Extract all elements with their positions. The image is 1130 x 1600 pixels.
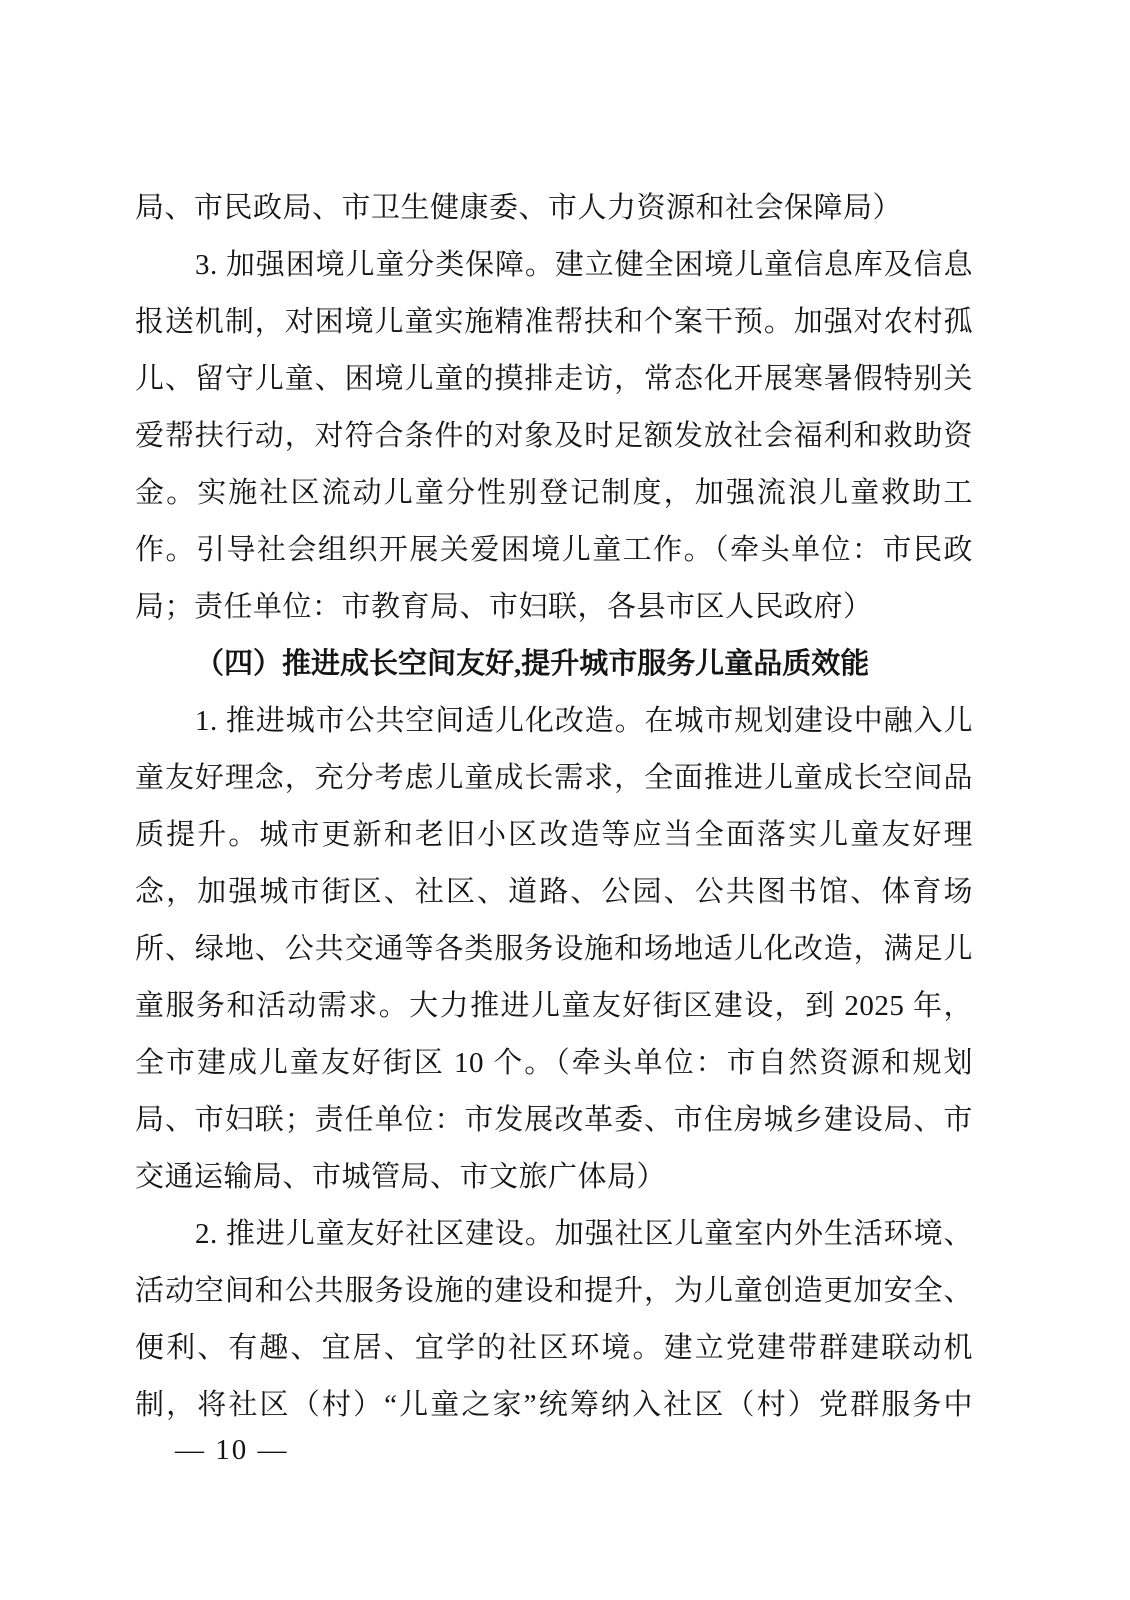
document-body — [135, 180, 973, 1434]
text-line: 便利、有趣、宜居、宜学的社区环境。建立党建带群建联动机 — [135, 1332, 973, 1364]
text-line: （四）推进成长空间友好,提升城市服务儿童品质效能 — [195, 648, 870, 680]
text-line: 念，加强城市街区、社区、道路、公园、公共图书馆、体育场 — [135, 876, 973, 908]
text-line: 报送机制，对困境儿童实施精准帮扶和个案干预。加强对农村孤 — [135, 306, 973, 338]
text-line: 所、绿地、公共交通等各类服务设施和场地适儿化改造，满足儿 — [135, 933, 973, 965]
text-line: 质提升。城市更新和老旧小区改造等应当全面落实儿童友好理 — [135, 819, 973, 851]
text-line: 儿、留守儿童、困境儿童的摸排走访，常态化开展寒暑假特别关 — [135, 363, 973, 395]
text-line: 2. 推进儿童友好社区建设。加强社区儿童室内外生活环境、 — [195, 1218, 973, 1250]
text-line: 全市建成儿童友好街区 10 个。（牵头单位：市自然资源和规划 — [135, 1047, 973, 1079]
text-line: 交通运输局、市城管局、市文旅广体局） — [135, 1161, 667, 1193]
text-line: 童友好理念，充分考虑儿童成长需求，全面推进儿童成长空间品 — [135, 762, 973, 794]
text-line: 爱帮扶行动，对符合条件的对象及时足额发放社会福利和救助资 — [135, 420, 973, 452]
text-line: 局、市民政局、市卫生健康委、市人力资源和社会保障局） — [135, 192, 903, 224]
text-line: 作。引导社会组织开展关爱困境儿童工作。（牵头单位：市民政 — [135, 534, 973, 566]
text-line: 3. 加强困境儿童分类保障。建立健全困境儿童信息库及信息 — [195, 249, 973, 281]
text-line: 童服务和活动需求。大力推进儿童友好街区建设，到 2025 年， — [135, 990, 973, 1022]
text-line: 局；责任单位：市教育局、市妇联，各县市区人民政府） — [135, 591, 873, 623]
text-line: 制，将社区（村）“儿童之家”统筹纳入社区（村）党群服务中 — [135, 1389, 973, 1421]
page-number: — 10 — — [175, 1434, 289, 1466]
text-line: 活动空间和公共服务设施的建设和提升，为儿童创造更加安全、 — [135, 1275, 973, 1307]
text-line: 金。实施社区流动儿童分性别登记制度，加强流浪儿童救助工 — [135, 477, 973, 509]
text-line: 局、市妇联；责任单位：市发展改革委、市住房城乡建设局、市 — [135, 1104, 973, 1136]
text-line: 1. 推进城市公共空间适儿化改造。在城市规划建设中融入儿 — [195, 705, 973, 737]
